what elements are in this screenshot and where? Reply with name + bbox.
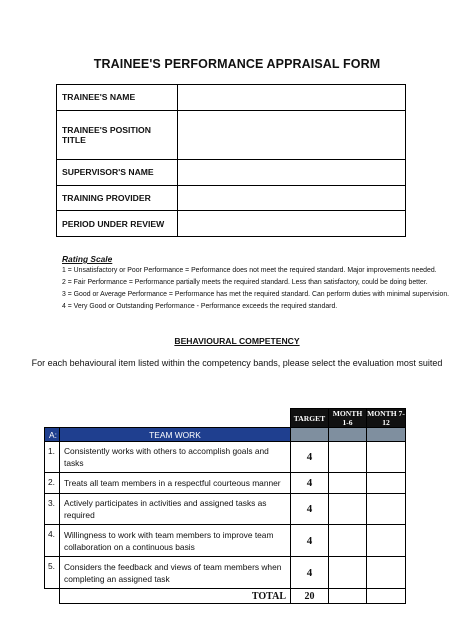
month-7-12-cell[interactable]: [367, 557, 406, 589]
item-target: 4: [291, 473, 329, 494]
info-label: TRAINEE'S POSITION TITLE: [57, 110, 178, 159]
item-text: Treats all team members in a respectful courteous manner: [60, 473, 291, 494]
section-name: TEAM WORK: [60, 428, 291, 442]
month-7-12-cell[interactable]: [367, 473, 406, 494]
month-7-12-cell[interactable]: [367, 525, 406, 557]
competency-table: [44, 408, 406, 604]
item-text: Willingness to work with team members to improve team collaboration on a continuous basis: [60, 525, 291, 557]
competency-header-row: [45, 409, 406, 428]
month-1-6-cell[interactable]: [329, 494, 367, 525]
info-label: PERIOD UNDER REVIEW: [57, 211, 178, 237]
month-1-6-cell[interactable]: [329, 442, 367, 473]
behavioural-instruction: For each behavioural item listed within the competency bands, please select the evaluation most suited: [31, 358, 443, 368]
header-month-1-6: MONTH 1-6: [329, 409, 367, 428]
rating-scale-line: 4 = Very Good or Outstanding Performance - Performance exceeds the required standard.: [62, 303, 338, 310]
item-number: 2.: [45, 473, 60, 494]
table-row: [45, 494, 406, 525]
total-label: TOTAL: [60, 589, 291, 604]
section-letter: A:: [45, 428, 60, 442]
month-1-6-cell[interactable]: [329, 525, 367, 557]
header-target: TARGET: [291, 409, 329, 428]
table-row: [45, 442, 406, 473]
section-row-team-work: [45, 428, 406, 442]
item-number: 3.: [45, 494, 60, 525]
month-7-12-cell[interactable]: [367, 442, 406, 473]
item-text: Actively participates in activities and assigned tasks as required: [60, 494, 291, 525]
info-row: [57, 85, 406, 111]
item-number: 4.: [45, 525, 60, 557]
info-label: TRAINING PROVIDER: [57, 185, 178, 211]
info-value-field[interactable]: [178, 110, 406, 159]
trainee-info-table: [56, 84, 406, 237]
item-number: 1.: [45, 442, 60, 473]
header-month-7-12: MONTH 7-12: [367, 409, 405, 427]
info-row: [57, 110, 406, 159]
total-row: [45, 589, 406, 604]
item-text: Consistently works with others to accomplish goals and tasks: [60, 442, 291, 473]
rating-scale-line: 3 = Good or Average Performance = Performance has met the required standard. Can perform duties with minimal supervision.: [62, 291, 450, 298]
total-month-7-12-cell[interactable]: [367, 589, 406, 604]
table-row: [45, 525, 406, 557]
item-number: 5.: [45, 557, 60, 589]
item-text: Considers the feedback and views of team members when completing an assigned task: [60, 557, 291, 589]
item-target: 4: [291, 494, 329, 525]
rating-scale-title: Rating Scale: [62, 254, 113, 264]
rating-scale-line: 1 = Unsatisfactory or Poor Performance = Performance does not meet the required standard. Major improvements needed.: [62, 267, 437, 274]
form-title: TRAINEE'S PERFORMANCE APPRAISAL FORM: [93, 57, 381, 71]
info-row: [57, 211, 406, 237]
month-1-6-cell[interactable]: [329, 473, 367, 494]
info-label: SUPERVISOR'S NAME: [57, 159, 178, 185]
total-month-1-6-cell[interactable]: [329, 589, 367, 604]
rating-scale-line: 2 = Fair Performance = Performance partially meets the required standard. Less than satisfactory, could be doing better.: [62, 279, 428, 286]
item-target: 4: [291, 442, 329, 473]
item-target: 4: [291, 557, 329, 589]
info-value-field[interactable]: [178, 211, 406, 237]
info-label: TRAINEE'S NAME: [57, 85, 178, 111]
behavioural-competency-title: BEHAVIOURAL COMPETENCY: [174, 336, 300, 346]
info-row: [57, 159, 406, 185]
table-row: [45, 473, 406, 494]
info-value-field[interactable]: [178, 85, 406, 111]
item-target: 4: [291, 525, 329, 557]
month-1-6-cell[interactable]: [329, 557, 367, 589]
info-value-field[interactable]: [178, 159, 406, 185]
info-row: [57, 185, 406, 211]
month-7-12-cell[interactable]: [367, 494, 406, 525]
total-value: 20: [291, 589, 329, 604]
table-row: [45, 557, 406, 589]
info-value-field[interactable]: [178, 185, 406, 211]
